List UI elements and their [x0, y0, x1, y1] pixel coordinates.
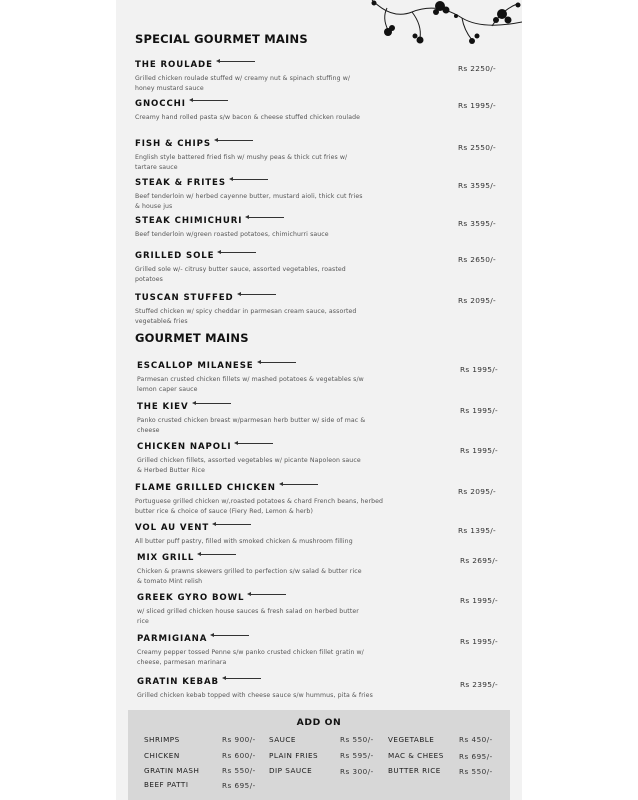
menu-sheet [116, 0, 522, 800]
item-name: STEAK & FRITES [135, 178, 226, 188]
add-on-item-name: BUTTER RICE [388, 766, 441, 775]
item-name: GRATIN KEBAB [137, 677, 219, 687]
arrow-icon [200, 554, 236, 555]
arrow-icon [215, 524, 251, 525]
item-price: Rs 3595/- [457, 219, 496, 228]
arrow-icon [240, 294, 276, 295]
item-description: Grilled chicken roulade stuffed w/ creamy nut & spinach stuffing w/ honey mustard sauce [135, 75, 351, 92]
add-on-item-price: Rs 300/- [340, 767, 374, 776]
item-price: Rs 2650/- [457, 255, 496, 264]
item-price: Rs 2250/- [457, 64, 496, 73]
add-on-item-price: Rs 550/- [340, 735, 374, 744]
menu-item [137, 353, 512, 394]
menu-item [135, 285, 510, 326]
menu-item [137, 626, 512, 667]
item-price: Rs 2395/- [459, 680, 498, 689]
item-description: Grilled sole w/- citrusy butter sauce, assorted vegetables, roasted potatoes [135, 266, 346, 283]
arrow-icon [232, 179, 268, 180]
item-price: Rs 1995/- [459, 406, 498, 415]
arrow-icon [260, 362, 296, 363]
add-on-item-price: Rs 550/- [459, 767, 493, 776]
item-description: Grilled chicken fillets, assorted vegetables w/ picante Napoleon sauce & Herbed Butter Rice [137, 457, 361, 474]
add-on-item-price: Rs 900/- [222, 735, 256, 744]
item-price: Rs 1995/- [457, 101, 496, 110]
add-on-item-name: DIP SAUCE [269, 766, 313, 775]
section-title-special-gourmet-mains: SPECIAL GOURMET MAINS [135, 32, 308, 46]
add-on-title: ADD ON [296, 717, 342, 728]
item-description: English style battered fried fish w/ mushy peas & thick cut fries w/ tartare sauce [135, 154, 348, 171]
add-on-item-name: CHICKEN [144, 751, 180, 760]
item-name: CHICKEN NAPOLI [137, 442, 232, 452]
item-description: Beef tenderloin w/ herbed cayenne butter, mustard aioli, thick cut fries & house jus [135, 193, 363, 210]
add-on-item-name: SHRIMPS [144, 735, 180, 744]
item-description: Beef tenderloin w/green roasted potatoes, chimichurri sauce [135, 231, 329, 238]
arrow-icon [225, 678, 261, 679]
item-name: MIX GRILL [137, 553, 195, 563]
menu-item [137, 545, 512, 586]
item-description: Stuffed chicken w/ spicy cheddar in parmesan cream sauce, assorted vegetable& fries [135, 308, 357, 325]
item-name: FISH & CHIPS [135, 139, 211, 149]
arrow-icon [217, 140, 253, 141]
add-on-item-price: Rs 595/- [340, 751, 374, 760]
add-on-item-price: Rs 695/- [459, 752, 493, 761]
item-description: Creamy hand rolled pasta s/w bacon & cheese stuffed chicken roulade [135, 114, 361, 121]
item-description: All butter puff pastry, filled with smoked chicken & mushroom filling [135, 538, 353, 545]
arrow-icon [237, 443, 273, 444]
menu-item [137, 585, 512, 626]
menu-item [137, 669, 512, 701]
arrow-icon [250, 594, 286, 595]
add-on-item-price: Rs 450/- [459, 735, 493, 744]
arrow-icon [282, 484, 318, 485]
arrow-icon [248, 217, 284, 218]
add-on-item-name: VEGETABLE [388, 735, 435, 744]
menu-item [135, 131, 510, 172]
cherry-blossom-branch-decoration [352, 0, 522, 46]
add-on-panel [128, 710, 510, 800]
item-name: GNOCCHI [135, 99, 186, 109]
arrow-icon [220, 252, 256, 253]
item-price: Rs 2095/- [457, 487, 496, 496]
menu-item [135, 91, 510, 123]
item-name: VOL AU VENT [135, 523, 210, 533]
menu-item [135, 170, 510, 211]
item-name: THE KIEV [137, 402, 189, 412]
item-name: PARMIGIANA [137, 634, 208, 644]
arrow-icon [192, 100, 228, 101]
item-description: Creamy pepper tossed Penne s/w panko crusted chicken fillet gratin w/ cheese, parmesan marinara [137, 649, 364, 666]
item-name: GRILLED SOLE [135, 251, 215, 261]
item-name: FLAME GRILLED CHICKEN [135, 483, 276, 493]
item-name: ESCALLOP MILANESE [137, 361, 254, 371]
item-name: GREEK GYRO BOWL [137, 593, 245, 603]
item-price: Rs 1995/- [459, 596, 498, 605]
item-price: Rs 2695/- [459, 556, 498, 565]
menu-item [137, 434, 512, 475]
item-price: Rs 1995/- [459, 637, 498, 646]
item-description: Panko crusted chicken breast w/parmesan herb butter w/ side of mac & cheese [137, 417, 366, 434]
add-on-item-price: Rs 695/- [222, 781, 256, 790]
add-on-item-name: BEEF PATTI [144, 780, 189, 789]
menu-item [135, 475, 510, 516]
item-description: w/ sliced grilled chicken house sauces & fresh salad on herbed butter rice [137, 608, 359, 625]
item-price: Rs 1995/- [459, 365, 498, 374]
item-name: THE ROULADE [135, 60, 213, 70]
section-title-gourmet-mains: GOURMET MAINS [135, 331, 249, 345]
add-on-item-name: MAC & CHEES [388, 751, 444, 760]
add-on-item-name: SAUCE [269, 735, 296, 744]
menu-item [135, 243, 510, 284]
arrow-icon [195, 403, 231, 404]
menu-item [137, 394, 512, 435]
item-price: Rs 1395/- [457, 526, 496, 535]
item-description: Portuguese grilled chicken w/,roasted potatoes & chard French beans, herbed butter rice & choice of sauce (Fiery Red, Lemon & herb) [135, 498, 384, 515]
menu-item [135, 208, 510, 240]
arrow-icon [213, 635, 249, 636]
add-on-item-price: Rs 600/- [222, 751, 256, 760]
item-price: Rs 1995/- [459, 446, 498, 455]
menu-item [135, 515, 510, 547]
item-name: TUSCAN STUFFED [135, 293, 234, 303]
item-price: Rs 2095/- [457, 296, 496, 305]
item-description: Chicken & prawns skewers grilled to perfection s/w salad & butter rice & tomato Mint relish [137, 568, 362, 585]
add-on-item-name: PLAIN FRIES [269, 751, 319, 760]
item-description: Parmesan crusted chicken fillets w/ mashed potatoes & vegetables s/w lemon caper sauce [137, 376, 364, 393]
menu-item [135, 52, 510, 93]
item-price: Rs 3595/- [457, 181, 496, 190]
add-on-item-price: Rs 550/- [222, 766, 256, 775]
item-price: Rs 2550/- [457, 143, 496, 152]
arrow-icon [219, 61, 255, 62]
item-name: STEAK CHIMICHURI [135, 216, 243, 226]
add-on-item-name: GRATIN MASH [144, 766, 200, 775]
item-description: Grilled chicken kebab topped with cheese sauce s/w hummus, pita & fries [137, 692, 373, 699]
